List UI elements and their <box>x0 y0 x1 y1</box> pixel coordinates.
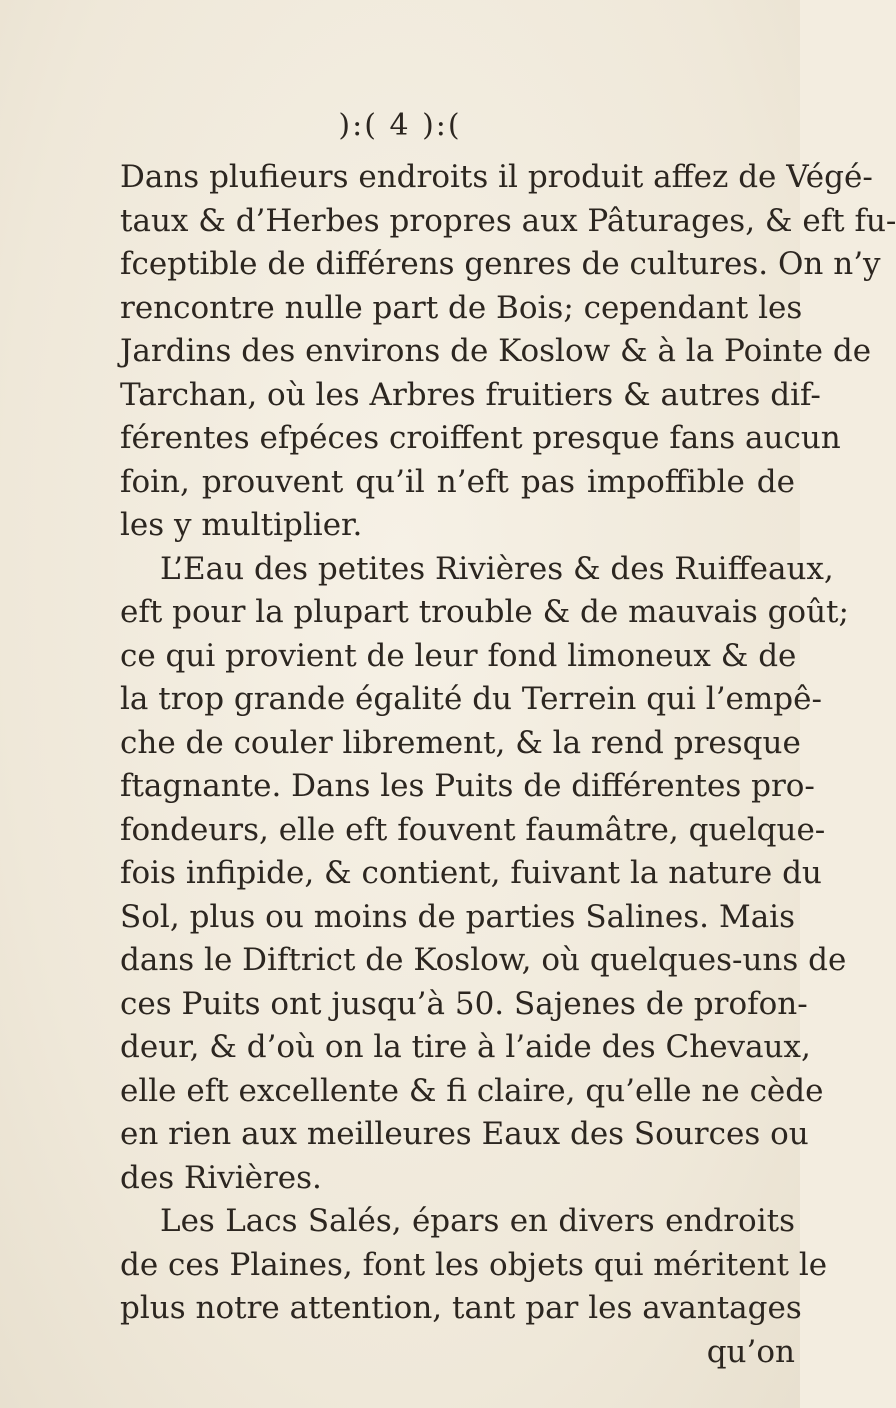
text-line: Sol, plus ou moins de parties Salines. Mais <box>120 898 795 935</box>
catchword: qu’on <box>706 1333 795 1370</box>
text-line: elle eft excellente & fi claire, qu’elle ne cède <box>120 1072 824 1109</box>
text-line: ce qui provient de leur fond limoneux & de <box>120 637 797 674</box>
text-line: taux & d’Herbes propres aux Pâturages, & eft fu- <box>120 202 896 239</box>
paragraph-start-line: L’Eau des petites Rivières & des Ruiffeaux, <box>160 550 834 587</box>
text-line: fois infipide, & contient, fuivant la nature du <box>120 855 822 891</box>
text-line: eft pour la plupart trouble & de mauvais goût; <box>120 594 849 630</box>
text-line: dans le Diftrict de Koslow, où quelques-uns de <box>120 942 847 978</box>
text-line: foin, prouvent qu’il n’eft pas impoffible de <box>120 463 795 500</box>
text-line: fceptible de différens genres de cultures. On n’y <box>120 246 881 282</box>
text-line: la trop grande égalité du Terrein qui l’empê- <box>120 681 822 717</box>
text-line: les y multiplier. <box>120 507 363 543</box>
text-line: férentes efpéces croiffent presque fans aucun <box>120 420 841 456</box>
text-line: ftagnante. Dans les Puits de différentes pro- <box>120 768 815 804</box>
text-line: fondeurs, elle eft fouvent faumâtre, quelque- <box>120 811 826 848</box>
page-text-block <box>120 156 896 1374</box>
text-line: des Rivières. <box>120 1159 322 1196</box>
paragraph-start-line: Les Lacs Salés, épars en divers endroits <box>160 1203 795 1239</box>
page-number-header: ):( 4 ):( <box>338 108 462 143</box>
text-line: rencontre nulle part de Bois; cependant les <box>120 289 803 326</box>
text-line: en rien aux meilleures Eaux des Sources ou <box>120 1116 809 1152</box>
text-line: de ces Plaines, font les objets qui méritent le <box>120 1246 828 1283</box>
text-line: deur, & d’où on la tire à l’aide des Chevaux, <box>120 1029 811 1065</box>
text-line: Dans plufieurs endroits il produit affez de Végé- <box>120 159 873 195</box>
text-line: che de couler librement, & la rend presque <box>120 724 801 761</box>
text-line: Jardins des environs de Koslow & à la Pointe de <box>120 333 872 369</box>
text-line: plus notre attention, tant par les avantages <box>120 1290 802 1326</box>
text-line: Tarchan, où les Arbres fruitiers & autres dif- <box>120 376 821 413</box>
text-line: ces Puits ont jusqu’à 50. Sajenes de profon- <box>120 985 808 1022</box>
